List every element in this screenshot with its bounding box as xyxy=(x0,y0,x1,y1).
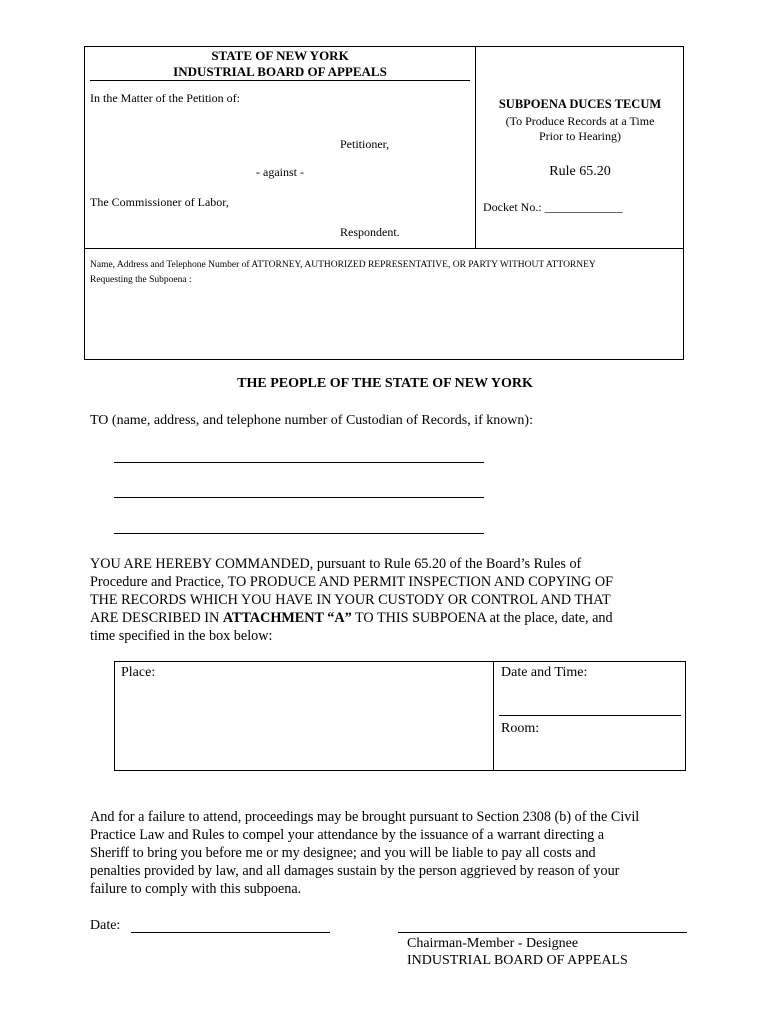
custodian-line-1[interactable] xyxy=(114,462,484,463)
petitioner-label: Petitioner, xyxy=(340,137,390,151)
board-name: INDUSTRIAL BOARD OF APPEALS xyxy=(173,64,387,79)
failure-line-1: And for a failure to attend, proceedings may be brought pursuant to Section 2308 (b) of the Civil xyxy=(90,809,640,825)
docket-field[interactable]: Docket No.: _____________ xyxy=(483,200,623,214)
attorney-label xyxy=(90,258,596,288)
appearance-box xyxy=(114,661,686,771)
failure-line-3: Sheriff to bring you before me or my designee; and you will be liable to pay all costs and xyxy=(90,845,596,861)
command-line-5: time specified in the box below: xyxy=(90,628,273,644)
place-field[interactable]: Place: xyxy=(121,665,156,680)
custodian-line-3[interactable] xyxy=(114,533,484,534)
failure-line-2: Practice Law and Rules to compel your attendance by the issuance of a warrant directing a xyxy=(90,827,605,843)
date-time-field[interactable]: Date and Time: xyxy=(501,665,588,680)
command-line-4-post: TO THIS SUBPOENA at the place, date, and xyxy=(351,610,613,626)
commissioner-label: The Commissioner of Labor, xyxy=(90,195,229,209)
command-line-1: YOU ARE HEREBY COMMANDED, pursuant to Rule 65.20 of the Board’s Rules of xyxy=(90,556,582,572)
title-underline xyxy=(90,80,470,81)
matter-label: In the Matter of the Petition of: xyxy=(90,91,240,105)
state-name: STATE OF NEW YORK xyxy=(211,48,349,63)
respondent-label: Respondent. xyxy=(340,225,400,239)
subpoena-subtitle-1: (To Produce Records at a Time xyxy=(505,114,655,128)
failure-line-5: failure to comply with this subpoena. xyxy=(90,881,302,897)
signature-line[interactable] xyxy=(398,932,687,933)
attachment-reference: ATTACHMENT “A” xyxy=(222,610,352,626)
custodian-line-2[interactable] xyxy=(114,497,484,498)
command-line-3: THE RECORDS WHICH YOU HAVE IN YOUR CUSTODY OR CONTROL AND THAT xyxy=(90,592,611,608)
caption-divider xyxy=(475,46,476,249)
subpoena-subtitle-2: Prior to Hearing) xyxy=(539,129,621,143)
command-line-2: Procedure and Practice, TO PRODUCE AND PERMIT INSPECTION AND COPYING OF xyxy=(90,574,613,590)
date-time-line xyxy=(499,715,681,716)
command-line-4 xyxy=(90,609,680,627)
command-line-4-pre: ARE DESCRIBED IN xyxy=(90,610,223,626)
attorney-label-line1: Name, Address and Telephone Number of ATTORNEY, AUTHORIZED REPRESENTATIVE, OR PARTY WITHOUT ATTORNEY xyxy=(90,260,596,270)
command-paragraph xyxy=(90,555,680,645)
against-label: - against - xyxy=(256,165,304,179)
custodian-label: TO (name, address, and telephone number of Custodian of Records, if known): xyxy=(90,413,533,428)
attorney-divider xyxy=(84,248,684,249)
room-field[interactable]: Room: xyxy=(501,721,540,736)
failure-paragraph xyxy=(90,808,680,898)
date-label: Date: xyxy=(90,918,121,933)
agency-heading xyxy=(90,48,470,80)
signer-agency: INDUSTRIAL BOARD OF APPEALS xyxy=(407,953,628,968)
rule-number: Rule 65.20 xyxy=(549,164,611,179)
signer-title: Chairman-Member - Designee xyxy=(407,936,579,951)
people-heading: THE PEOPLE OF THE STATE OF NEW YORK xyxy=(237,376,533,391)
date-signature-line[interactable] xyxy=(131,932,330,933)
attorney-label-line2: Requesting the Subpoena : xyxy=(90,275,192,285)
failure-line-4: penalties provided by law, and all damages sustain by the person aggrieved by reason of your xyxy=(90,863,620,879)
subpoena-title: SUBPOENA DUCES TECUM xyxy=(498,97,662,111)
appearance-box-divider xyxy=(493,661,494,771)
